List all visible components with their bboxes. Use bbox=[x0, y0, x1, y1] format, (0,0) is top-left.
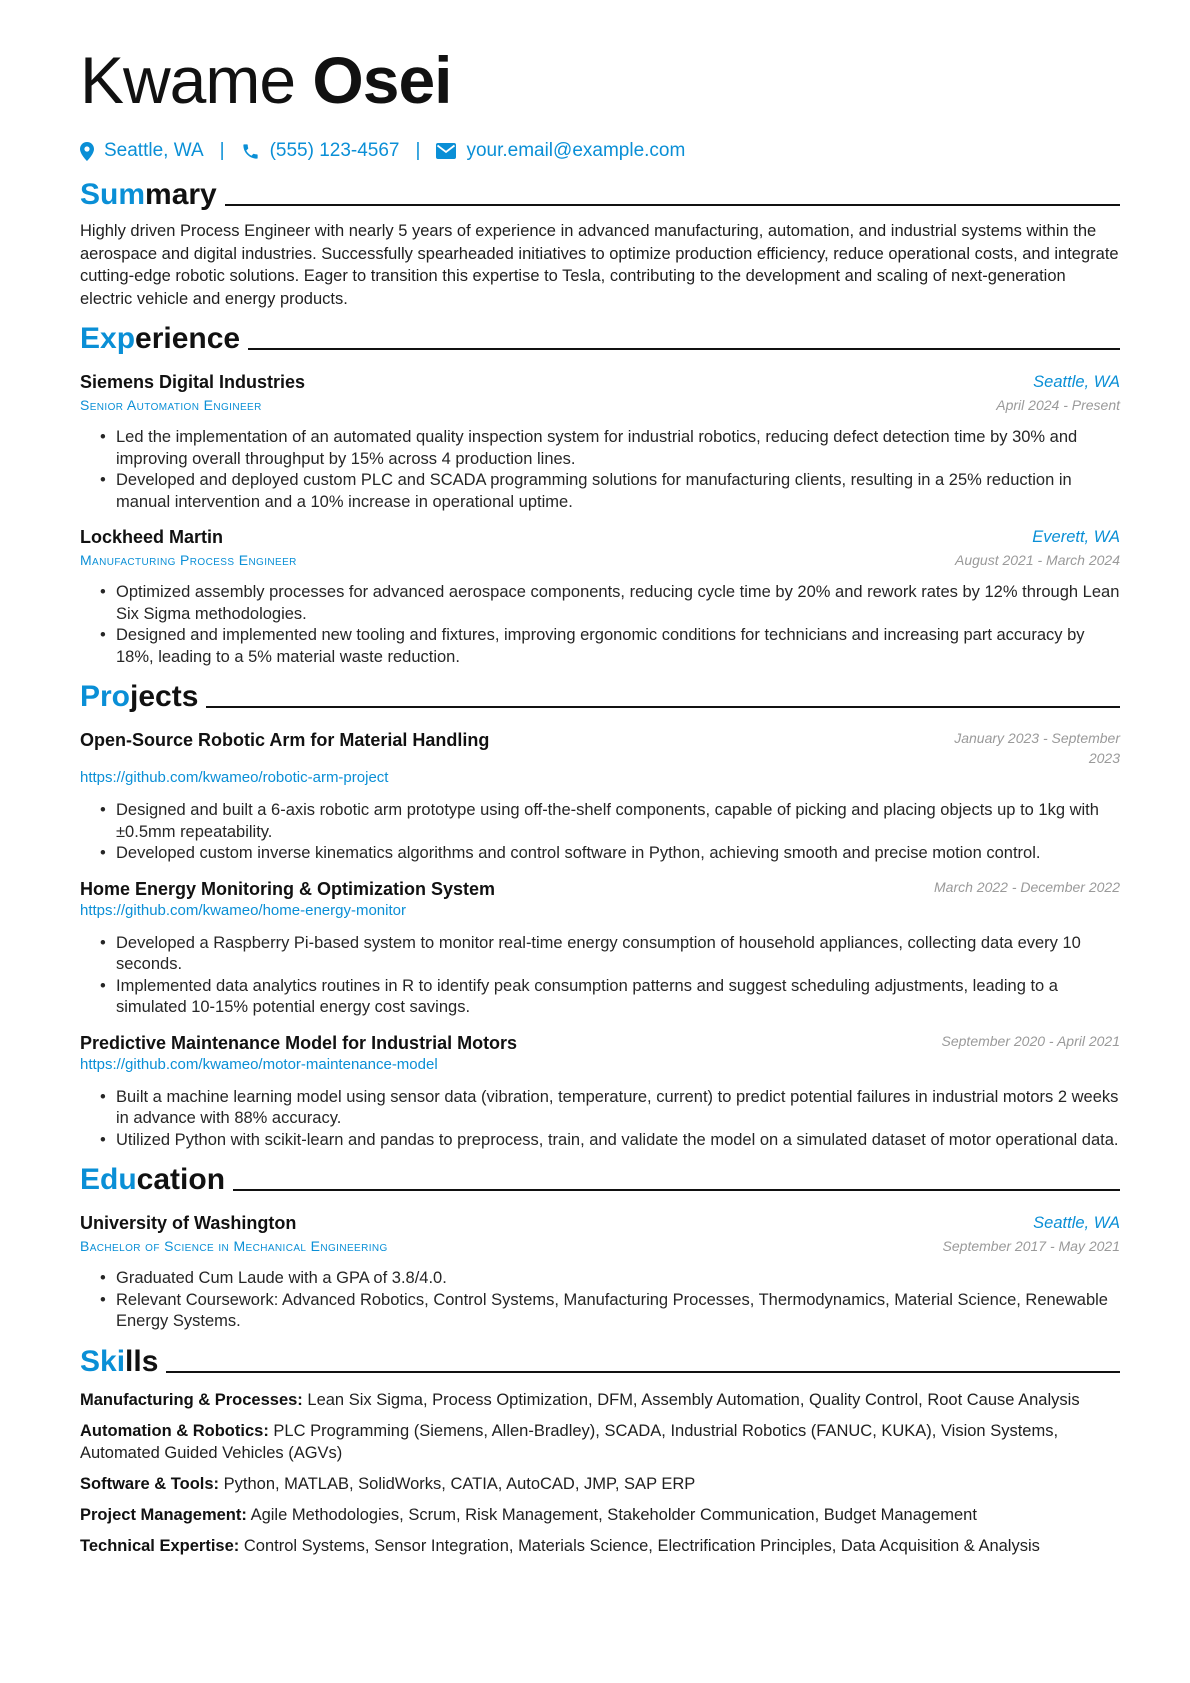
section-rule bbox=[166, 1371, 1120, 1373]
experience-entry bbox=[80, 525, 1120, 668]
title-rest: cation bbox=[136, 1163, 226, 1197]
skill-category: Automation & Robotics: bbox=[80, 1421, 269, 1440]
summary-text: Highly driven Process Engineer with nearly 5 years of experience in advanced manufacturing, automation, and industrial systems within the aerospace and digital industries. Successfully spearheaded initiatives to optimize production efficiency, reduce operational costs, and integrate cutting-edge robotic solutions. Eager to transition this expertise to Tesla, contributing to the development and scaling of next-generation electric vehicle and energy products. bbox=[80, 222, 1119, 308]
last-name: Osei bbox=[312, 43, 452, 117]
list-item: • Implemented data analytics routines in R to identify peak consumption patterns and suggest scheduling adjustments, leading to a simulated 10-15% potential energy cost savings. bbox=[116, 976, 1120, 1019]
section-title bbox=[80, 678, 198, 716]
section-title bbox=[80, 320, 240, 358]
job-dates: August 2021 - March 2024 bbox=[955, 552, 1120, 569]
location-text: Seattle, WA bbox=[104, 140, 204, 161]
list-item: • Developed and deployed custom PLC and SCADA programming solutions for manufacturing clients, resulting in a 25% reduction in manual intervention and a 10% increase in operational uptime. bbox=[116, 470, 1120, 513]
title-accent: Sum bbox=[80, 178, 146, 211]
title-accent: Ski bbox=[80, 1344, 126, 1378]
job-dates: April 2024 - Present bbox=[996, 397, 1120, 414]
project-link[interactable]: https://github.com/kwameo/motor-maintenance-model bbox=[80, 1055, 438, 1073]
experience-heading bbox=[80, 320, 1120, 358]
skill-category: Manufacturing & Processes: bbox=[80, 1390, 303, 1409]
skill-row bbox=[80, 1504, 1120, 1526]
bullet-list bbox=[80, 582, 1120, 668]
project-entry bbox=[80, 1031, 1120, 1152]
candidate-name bbox=[80, 42, 1120, 118]
envelope-icon bbox=[436, 143, 456, 159]
degree-title: Bachelor of Science in Mechanical Engineering bbox=[80, 1238, 388, 1255]
skill-values: Control Systems, Sensor Integration, Materials Science, Electrification Principles, Data Acquisition & Analysis bbox=[243, 1536, 1040, 1555]
project-entry bbox=[80, 877, 1120, 1019]
title-accent: Edu bbox=[80, 1163, 137, 1197]
title-rest: erience bbox=[135, 322, 241, 356]
section-title bbox=[80, 1343, 158, 1381]
summary-heading bbox=[80, 176, 1120, 214]
education-dates: September 2017 - May 2021 bbox=[942, 1238, 1120, 1255]
skills-list bbox=[80, 1389, 1120, 1557]
job-title: Senior Automation Engineer bbox=[80, 397, 262, 414]
project-name: Predictive Maintenance Model for Industrial Motors bbox=[80, 1032, 518, 1053]
project-dates: January 2023 - September 2023 bbox=[954, 730, 1120, 767]
section-title bbox=[80, 176, 217, 214]
bullet-list bbox=[80, 800, 1120, 865]
section-rule bbox=[225, 204, 1120, 206]
list-item: • Designed and implemented new tooling and fixtures, improving ergonomic conditions for technicians and increasing part accuracy by 18%, leading to a 5% material waste reduction. bbox=[116, 625, 1120, 668]
project-dates: March 2022 - December 2022 bbox=[934, 878, 1120, 895]
phone-icon bbox=[241, 142, 260, 161]
project-link[interactable]: https://github.com/kwameo/robotic-arm-project bbox=[80, 769, 389, 787]
contact-location bbox=[80, 140, 204, 162]
school-name: University of Washington bbox=[80, 1213, 297, 1234]
phone-text: (555) 123-4567 bbox=[269, 140, 400, 161]
project-name: Open-Source Robotic Arm for Material Handling bbox=[80, 730, 490, 751]
section-rule bbox=[206, 706, 1120, 708]
project-link[interactable]: https://github.com/kwameo/home-energy-monitor bbox=[80, 901, 406, 919]
project-name: Home Energy Monitoring & Optimization System bbox=[80, 878, 496, 899]
job-location: Everett, WA bbox=[1032, 528, 1120, 547]
title-accent: Pro bbox=[80, 680, 131, 714]
list-item: • Graduated Cum Laude with a GPA of 3.8/4.0. bbox=[116, 1268, 1120, 1290]
bullet-list bbox=[80, 1087, 1120, 1152]
project-entry bbox=[80, 728, 1120, 865]
list-item: • Designed and built a 6-axis robotic arm prototype using off-the-shelf components, capable of picking and placing objects up to 1kg with ±0.5mm repeatability. bbox=[116, 800, 1120, 843]
skill-values: PLC Programming (Siemens, Allen-Bradley), SCADA, Industrial Robotics (FANUC, KUKA), Vision Systems, Automated Guided Vehicles (AGVs) bbox=[80, 1421, 1059, 1462]
experience-entry bbox=[80, 370, 1120, 513]
bullet-list bbox=[80, 1268, 1120, 1333]
list-item: • Led the implementation of an automated quality inspection system for industrial robotics, reducing defect detection time by 30% and improving overall throughput by 15% across 4 production lines. bbox=[116, 427, 1120, 470]
job-location: Seattle, WA bbox=[1033, 373, 1120, 392]
contact-bar bbox=[80, 136, 1120, 166]
list-item: • Optimized assembly processes for advanced aerospace components, reducing cycle time by 20% and rework rates by 12% through Lean Six Sigma methodologies. bbox=[116, 582, 1120, 625]
title-accent: Exp bbox=[80, 322, 136, 356]
title-rest: mary bbox=[145, 178, 217, 211]
email-text: your.email@example.com bbox=[466, 140, 686, 161]
first-name: Kwame bbox=[80, 43, 296, 117]
skill-row bbox=[80, 1420, 1120, 1464]
section-rule bbox=[248, 348, 1120, 350]
project-dates: September 2020 - April 2021 bbox=[941, 1032, 1120, 1049]
employer-name: Lockheed Martin bbox=[80, 527, 224, 548]
skills-heading bbox=[80, 1343, 1120, 1381]
skill-category: Technical Expertise: bbox=[80, 1536, 240, 1555]
employer-name: Siemens Digital Industries bbox=[80, 372, 306, 393]
skill-row bbox=[80, 1535, 1120, 1557]
title-rest: lls bbox=[125, 1344, 159, 1378]
skill-values: Lean Six Sigma, Process Optimization, DFM, Assembly Automation, Quality Control, Root Cause Analysis bbox=[307, 1390, 1080, 1409]
contact-phone[interactable] bbox=[241, 140, 400, 162]
school-location: Seattle, WA bbox=[1033, 1214, 1120, 1233]
map-pin-icon bbox=[80, 142, 94, 161]
education-heading bbox=[80, 1161, 1120, 1199]
skill-row bbox=[80, 1389, 1120, 1411]
projects-heading bbox=[80, 678, 1120, 716]
contact-email[interactable] bbox=[436, 140, 685, 162]
job-title: Manufacturing Process Engineer bbox=[80, 552, 297, 569]
skill-category: Software & Tools: bbox=[80, 1474, 220, 1493]
list-item: • Developed custom inverse kinematics algorithms and control software in Python, achieving smooth and precise motion control. bbox=[116, 843, 1120, 865]
skill-category: Project Management: bbox=[80, 1505, 247, 1524]
list-item: • Relevant Coursework: Advanced Robotics, Control Systems, Manufacturing Processes, Thermodynamics, Material Science, Renewable Energy Systems. bbox=[116, 1290, 1120, 1333]
list-item: • Utilized Python with scikit-learn and pandas to preprocess, train, and validate the model on a simulated dataset of motor operational data. bbox=[116, 1130, 1120, 1152]
title-rest: jects bbox=[130, 680, 199, 714]
list-item: • Developed a Raspberry Pi-based system to monitor real-time energy consumption of household appliances, collecting data every 10 seconds. bbox=[116, 933, 1120, 976]
list-item: • Built a machine learning model using sensor data (vibration, temperature, current) to predict potential failures in industrial motors 2 weeks in advance with 88% accuracy. bbox=[116, 1087, 1120, 1130]
section-rule bbox=[233, 1189, 1120, 1191]
contact-separator: | bbox=[219, 140, 225, 161]
contact-separator: | bbox=[415, 140, 421, 161]
skill-row bbox=[80, 1473, 1120, 1495]
bullet-list bbox=[80, 427, 1120, 513]
skill-values: Python, MATLAB, SolidWorks, CATIA, AutoCAD, JMP, SAP ERP bbox=[223, 1474, 696, 1493]
section-title bbox=[80, 1161, 225, 1199]
education-entry bbox=[80, 1211, 1120, 1333]
bullet-list bbox=[80, 933, 1120, 1019]
skill-values: Agile Methodologies, Scrum, Risk Management, Stakeholder Communication, Budget Management bbox=[250, 1505, 977, 1524]
